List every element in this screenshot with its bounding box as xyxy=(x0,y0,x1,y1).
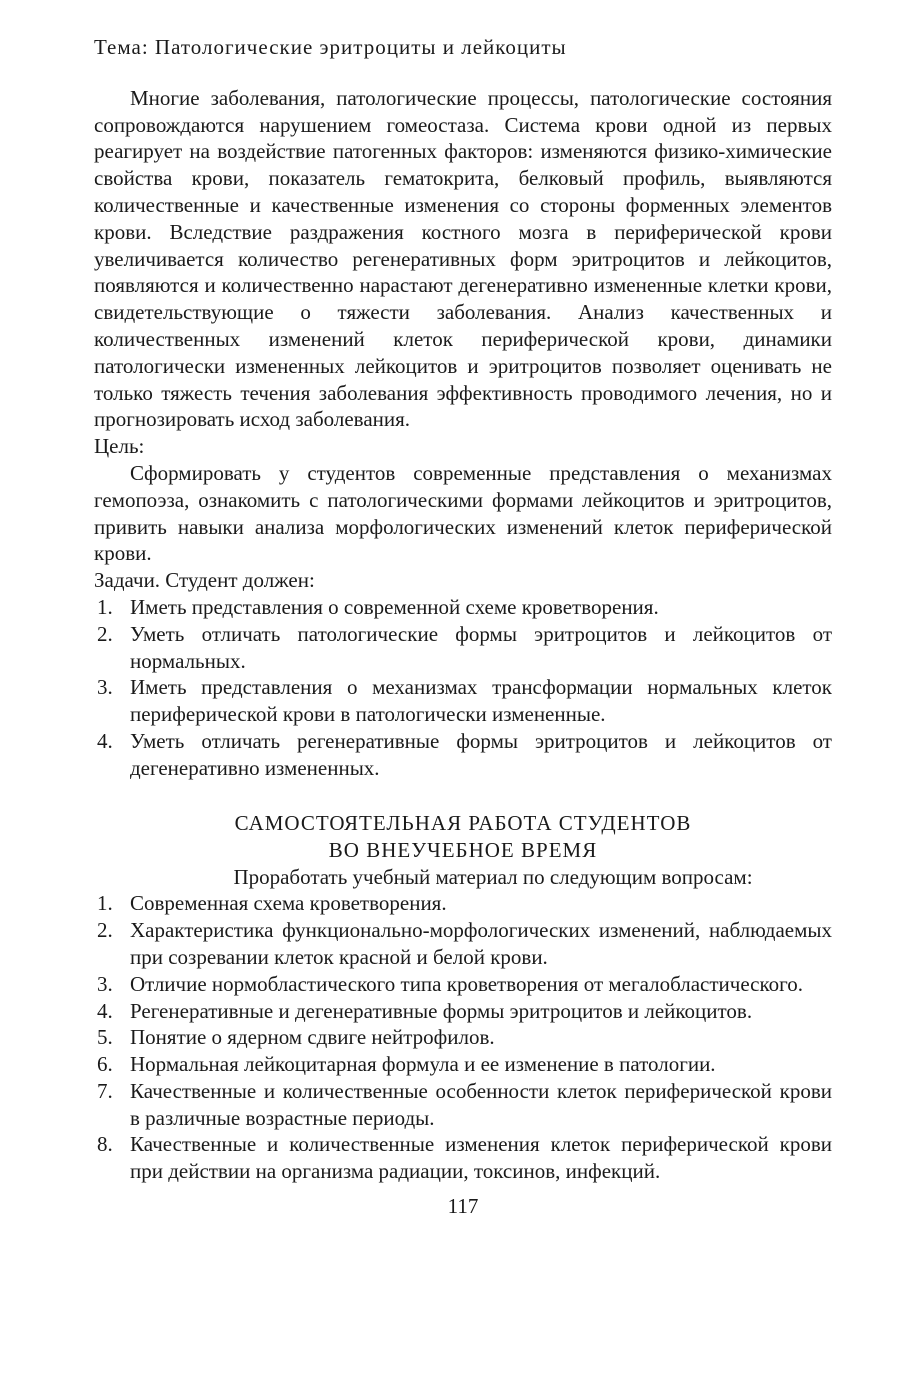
list-item-number: 4. xyxy=(97,998,113,1023)
topic-title: Тема: Патологические эритроциты и лейкоциты xyxy=(94,35,567,59)
list-item xyxy=(94,674,832,728)
tasks-list xyxy=(94,594,832,782)
goal-paragraph: Сформировать у студентов современные представления о механизмах гемопоэза, ознакомить с патологическими формами лейкоцитов и эритроцитов, привить навыки анализа морфологических изменений клеток периферической крови. xyxy=(94,460,832,566)
list-item-text: Уметь отличать регенеративные формы эритроцитов и лейкоцитов от дегенеративно измененных. xyxy=(130,728,832,780)
list-item-text: Качественные и количественные изменения клеток периферической крови при действии на организма радиации, токсинов, инфекций. xyxy=(130,1132,832,1184)
questions-list xyxy=(94,890,832,1185)
list-item-text: Иметь представления о механизмах трансформации нормальных клеток периферической крови в патологически измененные. xyxy=(130,675,832,727)
list-item xyxy=(94,1131,832,1185)
list-item-text: Уметь отличать патологические формы эритроцитов и лейкоцитов от нормальных. xyxy=(130,621,832,673)
list-item xyxy=(94,971,832,998)
list-item-number: 7. xyxy=(97,1078,113,1103)
list-item-text: Современная схема кроветворения. xyxy=(130,891,447,916)
list-item xyxy=(94,1078,832,1132)
list-item-number: 8. xyxy=(97,1132,113,1157)
list-item-number: 2. xyxy=(97,918,113,943)
section-heading-line: САМОСТОЯТЕЛЬНАЯ РАБОТА СТУДЕНТОВ xyxy=(234,810,692,835)
list-item xyxy=(94,621,832,675)
list-item xyxy=(94,917,832,971)
goal-label: Цель: xyxy=(94,434,145,459)
intro-paragraph: Многие заболевания, патологические процессы, патологические состояния сопровождаются нарушением гомеостаза. Система крови одной из первых реагирует на воздействие патогенных факторов: изменяются физико-химические свойства крови, показатель гематокрита, белковый профиль, выявляются количественные и качественные изменения со стороны форменных элементов крови. Вследствие раздражения костного мозга в периферической крови увеличивается количество регенеративных форм эритроцитов и лейкоцитов, появляются и количественно нарастают дегенеративно измененные клетки крови, свидетельствующие о тяжести заболевания. Анализ качественных и количественных изменений клеток периферической крови, динамики патологически измененных лейкоцитов и эритроцитов позволяет оценивать не только тяжесть течения заболевания эффективность проводимого лечения, но и прогнозировать исход заболевания. xyxy=(94,85,832,432)
list-item-number: 3. xyxy=(97,675,113,700)
list-item-text: Иметь представления о современной схеме кроветворения. xyxy=(130,594,659,619)
section-intro: Проработать учебный материал по следующим вопросам: xyxy=(233,864,753,889)
list-item-number: 3. xyxy=(97,971,113,996)
list-item xyxy=(94,998,832,1025)
list-item-number: 1. xyxy=(97,594,113,619)
list-item xyxy=(94,890,832,917)
list-item xyxy=(94,1051,832,1078)
list-item xyxy=(94,728,832,782)
section-heading-line: ВО ВНЕУЧЕБНОЕ ВРЕМЯ xyxy=(328,837,598,862)
list-item-text: Характеристика функционально-морфологических изменений, наблюдаемых при созревании клеток красной и белой крови. xyxy=(130,918,832,969)
list-item xyxy=(94,1024,832,1051)
list-item xyxy=(94,594,832,621)
list-item-number: 5. xyxy=(97,1025,113,1050)
list-item-text: Понятие о ядерном сдвиге нейтрофилов. xyxy=(130,1025,495,1050)
list-item-number: 2. xyxy=(97,621,113,646)
list-item-text: Качественные и количественные особенности клеток периферической крови в различные возрастные периоды. xyxy=(130,1078,832,1130)
tasks-label: Задачи. Студент должен: xyxy=(94,568,315,593)
list-item-text: Нормальная лейкоцитарная формула и ее изменение в патологии. xyxy=(130,1052,716,1077)
list-item-text: Регенеративные и дегенеративные формы эритроцитов и лейкоцитов. xyxy=(130,998,753,1023)
list-item-number: 6. xyxy=(97,1052,113,1077)
list-item-text: Отличие нормобластического типа кроветворения от мегалобластического. xyxy=(130,971,803,996)
page-number: 117 xyxy=(447,1194,479,1219)
list-item-number: 1. xyxy=(97,891,113,916)
section-heading xyxy=(94,810,832,864)
list-item-number: 4. xyxy=(97,728,113,753)
